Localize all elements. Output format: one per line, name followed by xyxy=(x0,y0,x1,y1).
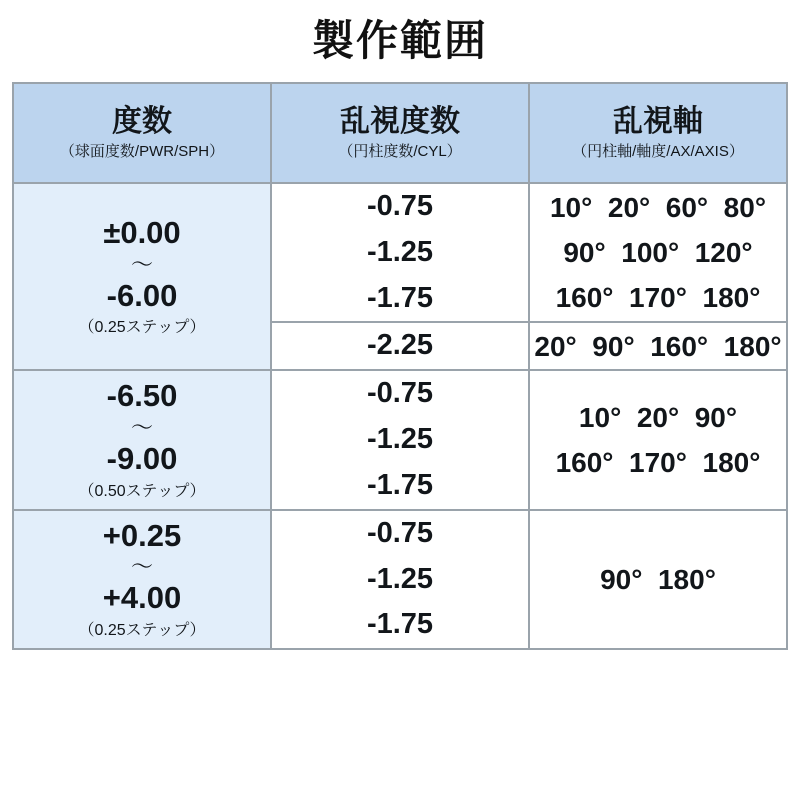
cylinder-value: -1.25 xyxy=(366,235,434,268)
axis-values: 10° 20° 90° xyxy=(578,401,738,433)
axis-values: 10° 20° 60° 80° xyxy=(549,191,767,223)
power-cell-group-3 xyxy=(13,510,271,649)
header-power-sub: （球面度数/PWR/SPH） xyxy=(59,143,225,161)
table-header-row xyxy=(13,83,787,183)
axis-values: 160° 170° 180° xyxy=(555,446,761,478)
header-power xyxy=(13,83,271,183)
axis-cell-2-1 xyxy=(529,370,787,509)
power-from-3: +0.25 xyxy=(102,517,182,553)
table-row xyxy=(13,183,787,322)
header-cylinder-sub: （円柱度数/CYL） xyxy=(338,143,462,161)
power-cell-group-1 xyxy=(13,183,271,370)
header-cylinder-main: 乱視度数 xyxy=(340,104,460,138)
cylinder-value: -1.75 xyxy=(366,608,434,641)
power-from-2: -6.50 xyxy=(106,378,178,414)
header-axis-main: 乱視軸 xyxy=(613,104,703,138)
cylinder-value: -0.75 xyxy=(366,377,434,410)
header-power-main: 度数 xyxy=(112,104,172,138)
header-axis xyxy=(529,83,787,183)
cylinder-value: -1.75 xyxy=(366,468,434,501)
cylinder-value: -1.25 xyxy=(366,562,434,595)
header-axis-sub: （円柱軸/軸度/AX/AXIS） xyxy=(572,143,744,161)
page-title: 製作範囲 xyxy=(311,17,488,64)
power-to-3: +4.00 xyxy=(102,580,182,616)
cylinder-cell-3-1 xyxy=(271,510,529,649)
power-cell-group-2 xyxy=(13,370,271,509)
power-tilde-2: 〜 xyxy=(130,414,153,440)
axis-cell-1-1 xyxy=(529,183,787,322)
cylinder-cell-1-1 xyxy=(271,183,529,322)
axis-cell-3-1 xyxy=(529,510,787,649)
power-step-1: （0.25ステップ） xyxy=(78,319,206,337)
power-tilde-3: 〜 xyxy=(130,554,153,580)
power-to-2: -9.00 xyxy=(106,441,178,477)
power-step-2: （0.50ステップ） xyxy=(78,482,206,500)
power-step-3: （0.25ステップ） xyxy=(78,622,206,640)
axis-cell-1-2 xyxy=(529,322,787,370)
axis-values: 160° 170° 180° xyxy=(555,282,761,314)
power-from-1: ±0.00 xyxy=(103,214,181,250)
table-row xyxy=(13,510,787,649)
cylinder-value: -1.25 xyxy=(366,423,434,456)
table-row xyxy=(13,370,787,509)
cylinder-value: -0.75 xyxy=(366,516,434,549)
axis-values: 90° 180° xyxy=(600,563,716,595)
axis-values: 90° 100° 120° xyxy=(563,237,753,269)
manufacturing-range-table xyxy=(12,82,788,650)
cylinder-value: -2.25 xyxy=(366,329,434,362)
cylinder-value: -0.75 xyxy=(366,190,434,222)
power-to-1: -6.00 xyxy=(106,277,178,313)
axis-values: 20° 90° 160° 180° xyxy=(534,330,782,362)
cylinder-cell-2-1 xyxy=(271,370,529,509)
cylinder-cell-1-2 xyxy=(271,322,529,370)
製作範囲-page xyxy=(0,8,800,808)
header-cylinder xyxy=(271,83,529,183)
cylinder-value: -1.75 xyxy=(366,281,434,314)
power-tilde-1: 〜 xyxy=(130,251,153,277)
